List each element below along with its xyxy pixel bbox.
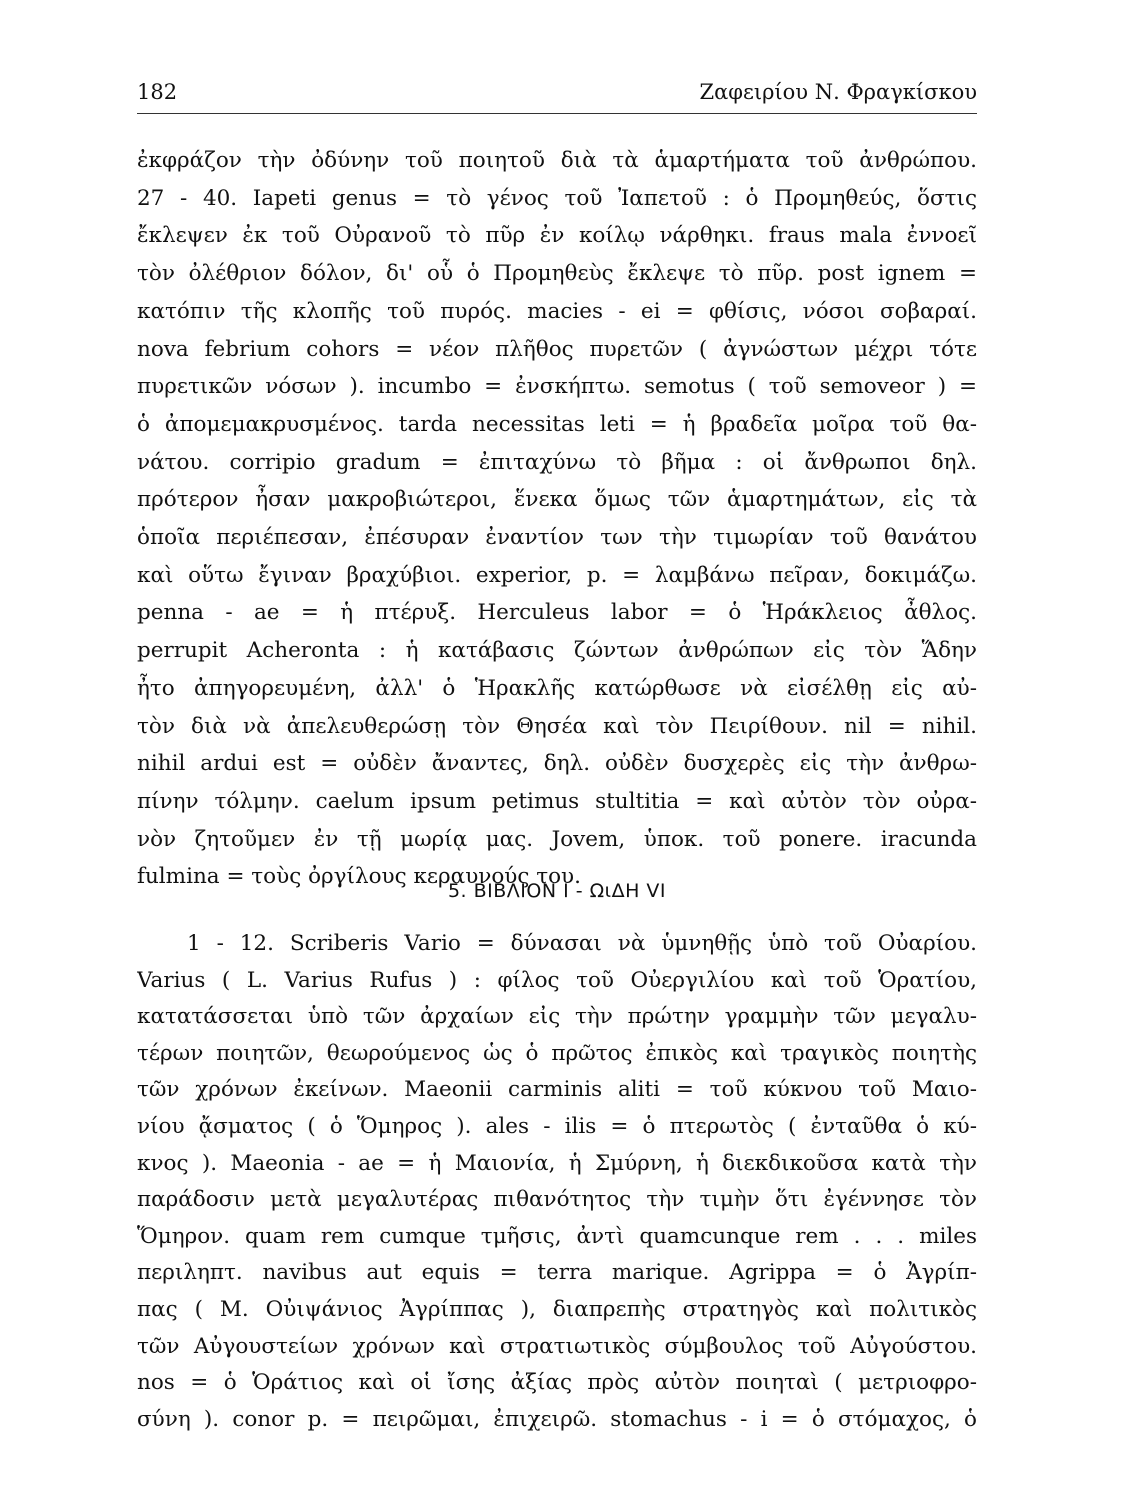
text-line: nihil ardui est = οὐδὲν ἄναντες, δηλ. οὐδὲν δυσχερὲς εἰς τὴν ἀνθρω- <box>137 751 977 777</box>
page-header <box>137 76 977 112</box>
text-line: Ὅμηρον. quam rem cumque τμῆσις, ἀντὶ quamcunque rem . . . miles <box>137 1223 977 1249</box>
text-line: τέρων ποιητῶν, θεωρούμενος ὡς ὁ πρῶτος ἐπικὸς καὶ τραγικὸς ποιητὴς <box>137 1040 977 1066</box>
text-line: περιληπτ. navibus aut equis = terra marique. Agrippa = ὁ Ἀγρίπ- <box>137 1260 977 1286</box>
header-rule <box>137 113 977 114</box>
section-heading: 5. ΒΙΒΛΙΟΝ Ι - ΩιΔΗ VI <box>447 880 667 902</box>
text-line: καὶ οὕτω ἔγιναν βραχύβιοι. experior, p. = λαμβάνω πεῖραν, δοκιμάζω. <box>137 562 977 588</box>
text-line: κατόπιν τῆς κλοπῆς τοῦ πυρός. macies - ei = φθίσις, νόσοι σοβαραί. <box>137 298 977 324</box>
text-line: τῶν Αὐγουστείων χρόνων καὶ στρατιωτικὸς σύμβουλος τοῦ Αὐγούστου. <box>137 1333 977 1359</box>
running-head: Ζαφειρίου Ν. Φραγκίσκου <box>699 80 977 104</box>
text-line: κνος ). Maeonia - ae = ἡ Μαιονία, ἡ Σμύρνη, ἡ διεκδικοῦσα κατὰ τὴν <box>137 1150 977 1176</box>
text-line: πίνην τόλμην. caelum ipsum petimus stultitia = καὶ αὐτὸν τὸν οὐρα- <box>137 788 977 814</box>
text-line: ἔκλεψεν ἐκ τοῦ Οὐρανοῦ τὸ πῦρ ἐν κοίλῳ νάρθηκι. fraus mala ἐννοεῖ <box>137 223 977 249</box>
text-line: ὁποῖα περιέπεσαν, ἐπέσυραν ἐναντίον των τὴν τιμωρίαν τοῦ θανάτου <box>137 525 977 551</box>
text-line: nova febrium cohors = νέον πλῆθος πυρετῶν ( ἀγνώστων μέχρι τότε <box>137 336 977 362</box>
text-line: 1 - 12. Scriberis Vario = δύνασαι νὰ ὑμνηθῇς ὑπὸ τοῦ Οὐαρίου. <box>187 931 977 956</box>
text-line: σύνη ). conor p. = πειρῶμαι, ἐπιχειρῶ. stomachus - i = ὁ στόμαχος, ὁ <box>137 1406 977 1432</box>
text-line: κατατάσσεται ὑπὸ τῶν ἀρχαίων εἰς τὴν πρώτην γραμμὴν τῶν μεγαλυ- <box>137 1004 977 1030</box>
text-line: νάτου. corripio gradum = ἐπιταχύνω τὸ βῆμα : οἱ ἄνθρωποι δηλ. <box>137 449 977 475</box>
text-line: penna - ae = ἡ πτέρυξ. Herculeus labor = ὁ Ἡράκλειος ἆθλος. <box>137 600 977 626</box>
commentary-paragraph-2 <box>137 926 977 1438</box>
text-line: Varius ( L. Varius Rufus ) : φίλος τοῦ Οὐεργιλίου καὶ τοῦ Ὁρατίου, <box>137 967 977 993</box>
text-line: νὸν ζητοῦμεν ἐν τῇ μωρίᾳ μας. Jovem, ὑποκ. τοῦ ponere. iracunda <box>137 826 977 852</box>
text-line: πας ( M. Οὐιψάνιος Ἀγρίππας ), διαπρεπὴς στρατηγὸς καὶ πολιτικὸς <box>137 1296 977 1322</box>
text-line: τὸν ὀλέθριον δόλον, δι' οὗ ὁ Προμηθεὺς ἔκλεψε τὸ πῦρ. post ignem = <box>137 261 977 287</box>
text-line: τὸν διὰ νὰ ἀπελευθερώσῃ τὸν Θησέα καὶ τὸν Πειρίθουν. nil = nihil. <box>137 713 977 739</box>
text-line: πυρετικῶν νόσων ). incumbo = ἐνσκήπτω. semotus ( τοῦ semoveor ) = <box>137 374 977 400</box>
text-line: τῶν χρόνων ἐκείνων. Maeonii carminis aliti = τοῦ κύκνου τοῦ Μαιο- <box>137 1077 977 1103</box>
text-line: fulmina = τοὺς ὀργίλους κεραυνούς του. <box>137 864 581 890</box>
text-line: 27 - 40. Iapeti genus = τὸ γένος τοῦ Ἰαπετοῦ : ὁ Προμηθεύς, ὅστις <box>137 185 977 211</box>
text-line: nos = ὁ Ὁράτιος καὶ οἱ ἴσης ἀξίας πρὸς αὐτὸν ποιηταὶ ( μετριοφρο- <box>137 1370 977 1396</box>
commentary-paragraph-1 <box>137 142 977 896</box>
text-line: ὁ ἀπομεμακρυσμένος. tarda necessitas leti = ἡ βραδεῖα μοῖρα τοῦ θα- <box>137 411 977 437</box>
text-line: νίου ᾄσματος ( ὁ Ὅμηρος ). ales - ilis = ὁ πτερωτὸς ( ἐνταῦθα ὁ κύ- <box>137 1113 977 1139</box>
page-number: 182 <box>137 80 178 104</box>
text-line: ἦτο ἀπηγορευμένη, ἀλλ' ὁ Ἡρακλῆς κατώρθωσε νὰ εἰσέλθῃ εἰς αὐ- <box>137 675 977 701</box>
text-line: πρότερον ἦσαν μακροβιώτεροι, ἕνεκα ὅμως τῶν ἁμαρτημάτων, εἰς τὰ <box>137 487 977 513</box>
text-line: ἐκφράζον τὴν ὀδύνην τοῦ ποιητοῦ διὰ τὰ ἁμαρτήματα τοῦ ἀνθρώπου. <box>137 148 977 173</box>
text-line: παράδοσιν μετὰ μεγαλυτέρας πιθανότητος τὴν τιμὴν ὅτι ἐγέννησε τὸν <box>137 1187 977 1213</box>
text-line: perrupit Acheronta : ἡ κατάβασις ζώντων ἀνθρώπων εἰς τὸν Ἅδην <box>137 638 977 664</box>
